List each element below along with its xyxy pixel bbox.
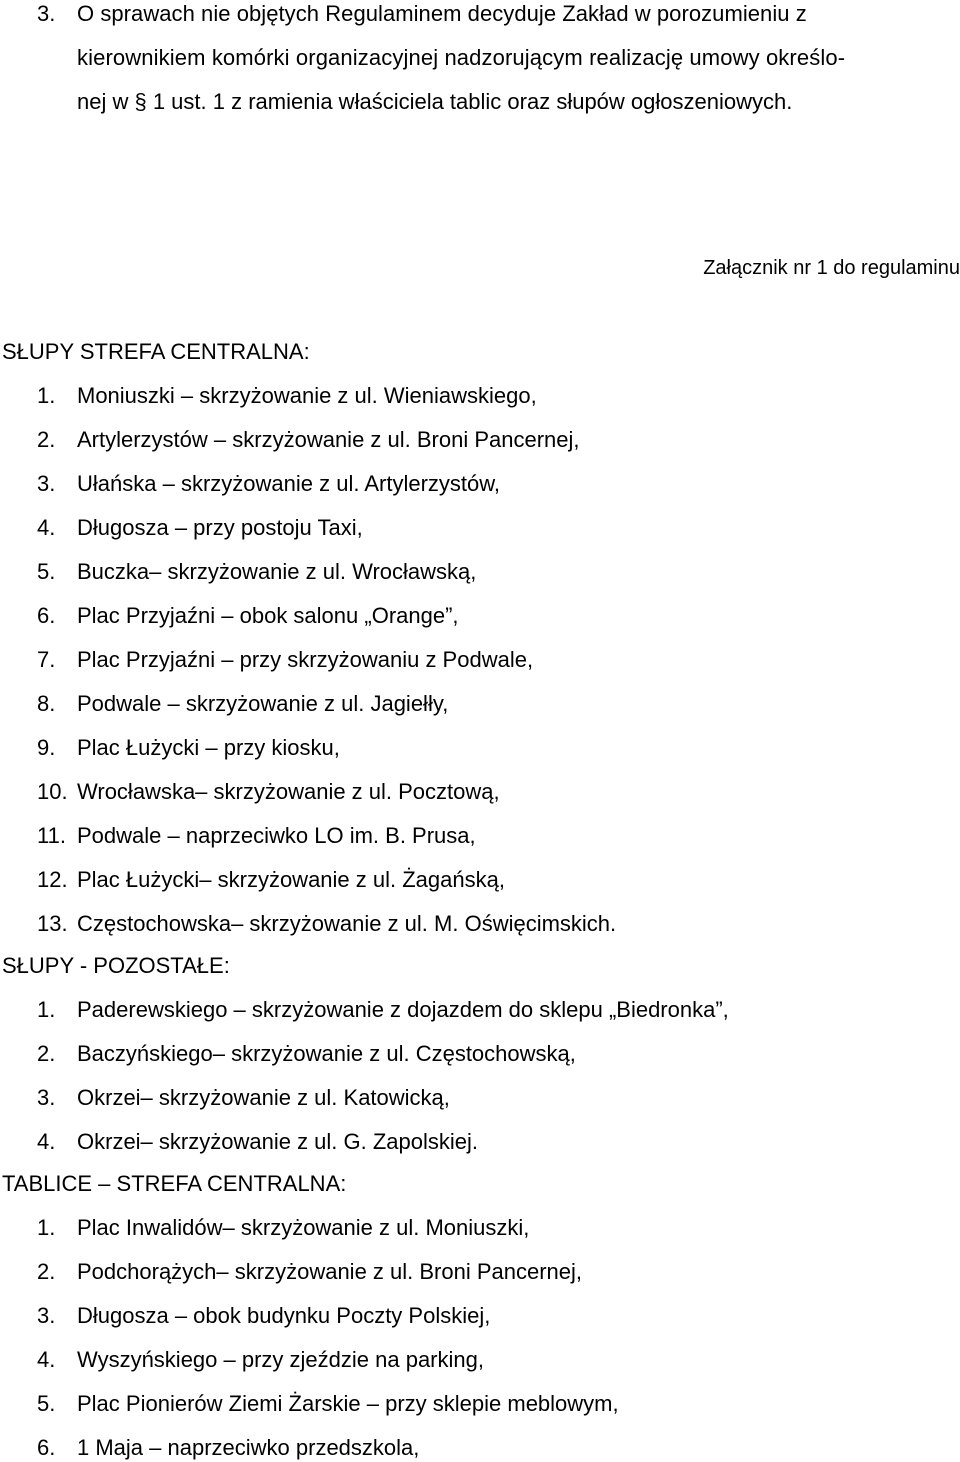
item-text: Częstochowska– skrzyżowanie z ul. M. Oświęcimskich. (77, 911, 617, 936)
item-number: 3. (37, 1303, 56, 1328)
annex-label: Załącznik nr 1 do regulaminu (703, 257, 960, 279)
item-number: 4. (37, 1347, 56, 1372)
list-item (37, 734, 340, 762)
section-title-slupy-centralna: SŁUPY STREFA CENTRALNA: (2, 339, 310, 364)
intro-text-line-2: kierownikiem komórki organizacyjnej nadzorującym realizację umowy określo- (77, 45, 846, 70)
item-text: Baczyńskiego– skrzyżowanie z ul. Częstochowską, (77, 1041, 576, 1066)
item-text: Ułańska – skrzyżowanie z ul. Artylerzystów, (77, 471, 501, 496)
item-text: Podchorążych– skrzyżowanie z ul. Broni Pancernej, (77, 1259, 583, 1284)
list-item (37, 1128, 478, 1156)
list-item (37, 778, 500, 806)
section-title-tablice-centralna: TABLICE – STREFA CENTRALNA: (2, 1171, 347, 1196)
list-item (37, 426, 580, 454)
item-number: 11. (37, 823, 66, 848)
item-text: Wyszyńskiego – przy zjeździe na parking, (77, 1347, 484, 1372)
item-number: 2. (37, 1259, 56, 1284)
list-item (37, 1346, 484, 1374)
item-number: 3. (37, 1085, 56, 1110)
item-number: 1. (37, 997, 56, 1022)
item-number: 9. (37, 735, 56, 760)
list-item (37, 646, 533, 674)
list-item (37, 690, 448, 718)
item-text: Buczka– skrzyżowanie z ul. Wrocławską, (77, 559, 477, 584)
item-text: Plac Przyjaźni – obok salonu „Orange”, (77, 603, 459, 628)
item-text: Plac Przyjaźni – przy skrzyżowaniu z Podwale, (77, 647, 534, 672)
list-item (37, 1302, 490, 1330)
item-number: 12. (37, 867, 68, 892)
list-item (37, 470, 500, 498)
list-item (37, 910, 616, 938)
item-text: Podwale – naprzeciwko LO im. B. Prusa, (77, 823, 476, 848)
item-text: Podwale – skrzyżowanie z ul. Jagiełły, (77, 691, 449, 716)
item-number: 1. (37, 1215, 56, 1240)
list-item (37, 1434, 419, 1462)
section-title-slupy-pozostale: SŁUPY - POZOSTAŁE: (2, 953, 230, 978)
list-item (37, 602, 459, 630)
item-number: 4. (37, 1129, 56, 1154)
list-item (37, 514, 363, 542)
list-item (37, 382, 537, 410)
item-text: Plac Łużycki– skrzyżowanie z ul. Żagańską, (77, 867, 505, 892)
list-item (37, 558, 476, 586)
item-text: Długosza – obok budynku Poczty Polskiej, (77, 1303, 491, 1328)
item-text: Okrzei– skrzyżowanie z ul. G. Zapolskiej. (77, 1129, 479, 1154)
item-text: Plac Inwalidów– skrzyżowanie z ul. Moniuszki, (77, 1215, 530, 1240)
item-text: Wrocławska– skrzyżowanie z ul. Pocztową, (77, 779, 500, 804)
item-number: 5. (37, 1391, 56, 1416)
item-text: Okrzei– skrzyżowanie z ul. Katowicką, (77, 1085, 450, 1110)
item-text: Artylerzystów – skrzyżowanie z ul. Broni Pancernej, (77, 427, 580, 452)
list-item (37, 1258, 582, 1286)
list-item (37, 996, 729, 1024)
list-item (37, 1214, 529, 1242)
list-item (37, 866, 505, 894)
intro-text-line-3: nej w § 1 ust. 1 z ramienia właściciela tablic oraz słupów ogłoszeniowych. (77, 89, 793, 114)
intro-number: 3. (37, 1, 56, 26)
intro-text-line-1: O sprawach nie objętych Regulaminem decyduje Zakład w porozumieniu z (77, 1, 807, 26)
item-text: Plac Pionierów Ziemi Żarskie – przy sklepie meblowym, (77, 1391, 619, 1416)
list-item (37, 1040, 576, 1068)
item-number: 7. (37, 647, 56, 672)
item-text: Paderewskiego – skrzyżowanie z dojazdem do sklepu „Biedronka”, (77, 997, 729, 1022)
item-text: 1 Maja – naprzeciwko przedszkola, (77, 1435, 420, 1460)
item-number: 10. (37, 779, 68, 804)
item-text: Plac Łużycki – przy kiosku, (77, 735, 340, 760)
item-text: Moniuszki – skrzyżowanie z ul. Wieniawskiego, (77, 383, 537, 408)
item-text: Długosza – przy postoju Taxi, (77, 515, 363, 540)
item-number: 1. (37, 383, 56, 408)
list-item (37, 822, 476, 850)
item-number: 4. (37, 515, 56, 540)
item-number: 3. (37, 471, 56, 496)
item-number: 13. (37, 911, 68, 936)
list-item (37, 1390, 619, 1418)
list-item (37, 1084, 450, 1112)
item-number: 2. (37, 1041, 56, 1066)
item-number: 5. (37, 559, 56, 584)
item-number: 8. (37, 691, 56, 716)
item-number: 6. (37, 603, 56, 628)
item-number: 2. (37, 427, 56, 452)
item-number: 6. (37, 1435, 56, 1460)
